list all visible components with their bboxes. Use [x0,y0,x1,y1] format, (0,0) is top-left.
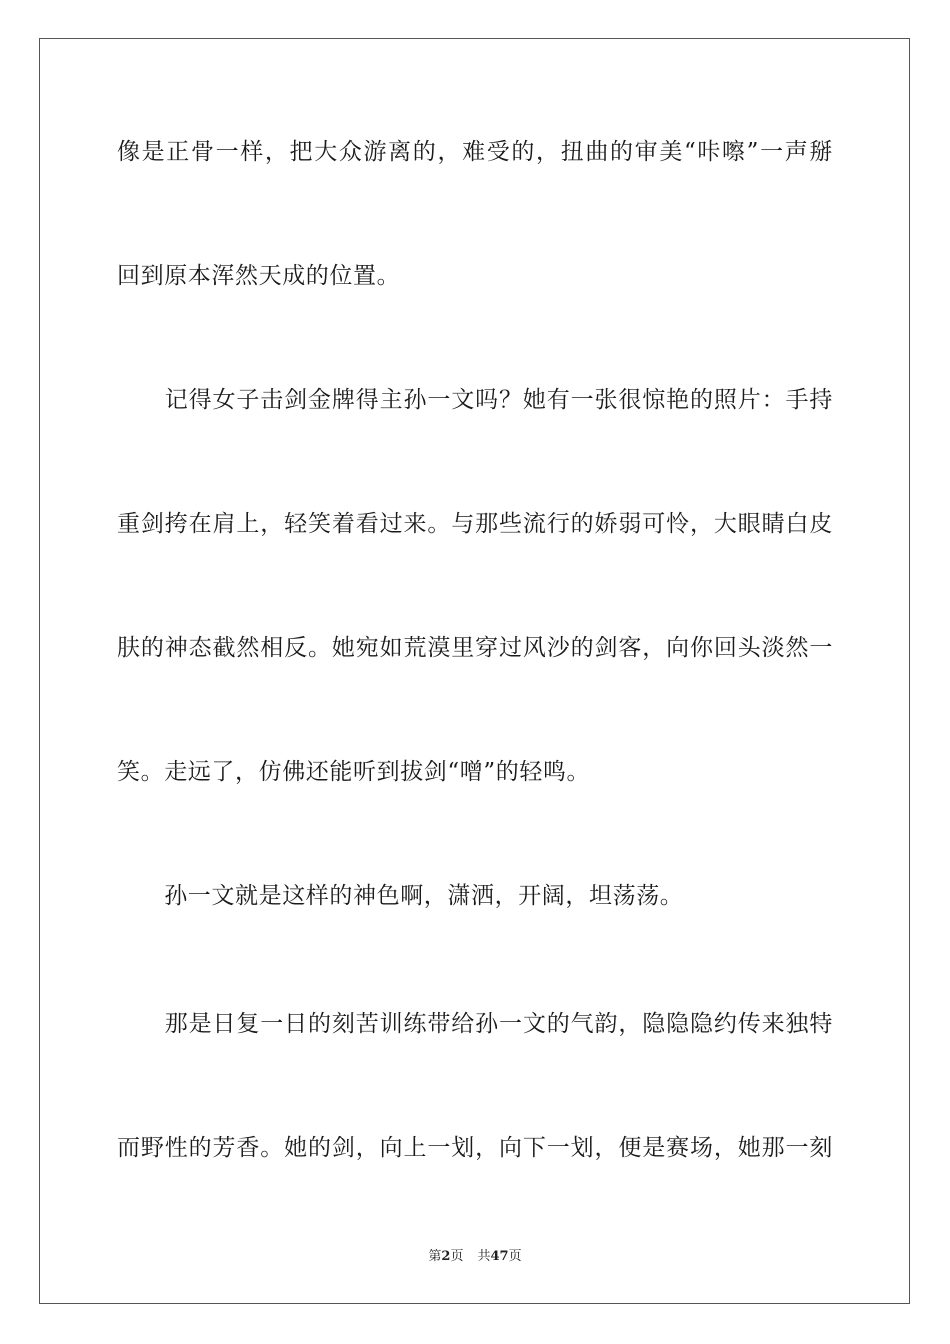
body-line-6: 笑。走远了，仿佛还能听到拔剑“噌”的轻鸣。 [117,759,591,785]
body-line-5: 肤的神态截然相反。她宛如荒漠里穿过风沙的剑客，向你回头淡然一 [117,635,833,661]
page-number: 2 [441,1249,451,1264]
body-line-1: 像是正骨一样，把大众游离的，难受的，扭曲的审美“咔嚓”一声掰 [117,139,833,165]
page-suffix: 页 [450,1249,464,1264]
total-suffix: 页 [508,1249,522,1264]
total-prefix: 共 [477,1249,491,1264]
body-line-7: 孙一文就是这样的神色啊，潇洒，开阔，坦荡荡。 [117,883,684,909]
body-line-9: 而野性的芳香。她的剑，向上一划，向下一划，便是赛场，她那一刻 [117,1135,833,1161]
body-line-3: 记得女子击剑金牌得主孙一文吗？她有一张很惊艳的照片：手持 [117,387,833,413]
page-footer [0,1248,950,1266]
body-line-2: 回到原本浑然天成的位置。 [117,263,401,289]
body-line-8: 那是日复一日的刻苦训练带给孙一文的气韵，隐隐隐约传来独特 [117,1011,833,1037]
total-pages: 47 [490,1249,509,1264]
body-line-4: 重剑挎在肩上，轻笑着看过来。与那些流行的娇弱可怜，大眼睛白皮 [117,511,833,537]
page-border [39,38,910,1304]
page-prefix: 第 [428,1249,442,1264]
